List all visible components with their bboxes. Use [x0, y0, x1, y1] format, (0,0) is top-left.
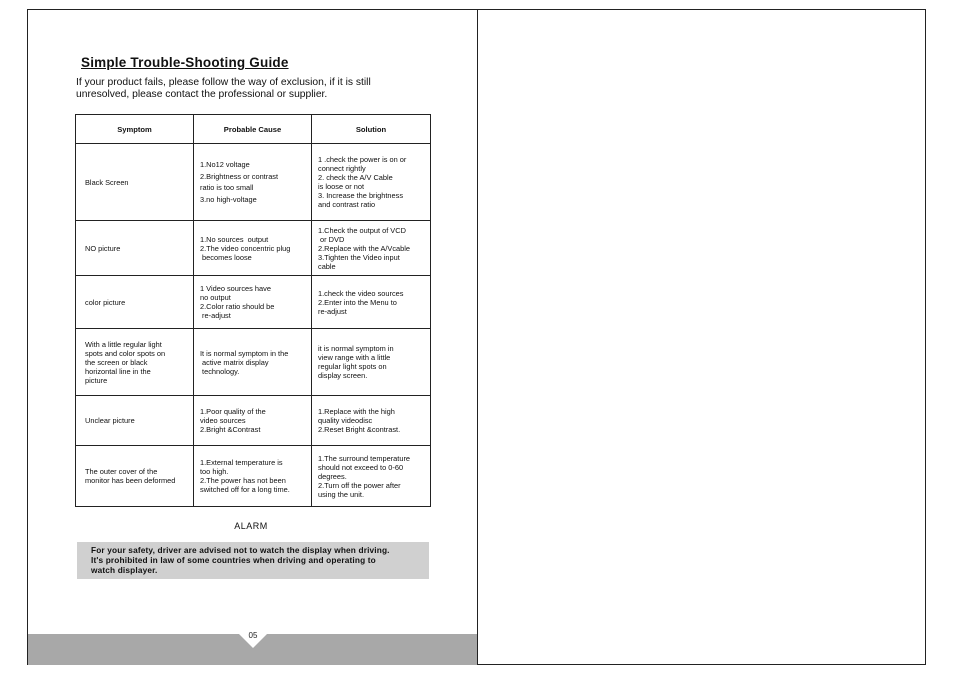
cell-line: NO picture [85, 243, 121, 253]
cell-line: It is normal symptom in the [200, 348, 289, 358]
cell-line: 2.The video concentric plug [200, 243, 291, 253]
table-row [76, 221, 431, 276]
cell-line: ratio is too small [200, 183, 254, 192]
cell-cause [194, 329, 312, 396]
page-title: Simple Trouble-Shooting Guide [81, 55, 289, 70]
alarm-line: watch displayer. [91, 565, 158, 575]
cell-solution [312, 144, 431, 221]
cell-symptom [76, 221, 194, 276]
cell-line: 1.No sources output [200, 234, 269, 244]
troubleshooting-table [75, 114, 431, 507]
cell-line: 2.The power has not been [200, 476, 286, 485]
table-row [76, 329, 431, 396]
cell-solution [312, 329, 431, 396]
table-header-row [76, 115, 431, 144]
cell-line: 2.Color ratio should be [200, 302, 275, 311]
cell-line: 3.no high-voltage [200, 194, 257, 204]
cell-line: degrees. [318, 471, 347, 481]
cell-line: 1.check the video sources [318, 288, 404, 298]
cell-line: Unclear picture [85, 416, 135, 425]
cell-line: switched off for a long time. [200, 485, 290, 494]
cell-line: re-adjust [200, 311, 231, 320]
cell-cause [194, 446, 312, 507]
cell-line: spots and color spots on [85, 348, 166, 358]
alarm-notice [77, 542, 429, 579]
cell-line: The outer cover of the [85, 467, 158, 476]
header-symptom: Symptom [76, 115, 194, 144]
cell-line: view range with a little [318, 353, 391, 362]
cell-line: 1.The surround temperature [318, 453, 411, 463]
page-number: 05 [248, 631, 258, 640]
cell-symptom [76, 144, 194, 221]
alarm-line: For your safety, driver are advised not to watch the display when driving. [91, 545, 390, 555]
cell-line: 2.Replace with the A/Vcable [318, 243, 411, 253]
cell-line: display screen. [318, 371, 368, 380]
cell-line: no output [200, 293, 231, 302]
table-row [76, 396, 431, 446]
cell-line: 1 .check the power is on or [318, 155, 407, 164]
cell-line: 2. check the A/V Cable [318, 173, 393, 182]
cell-symptom [76, 276, 194, 329]
intro-paragraph: If your product fails, please follow the way of exclusion, if it is still unresolved, please contact the professional or supplier. [76, 77, 371, 100]
table-row [76, 276, 431, 329]
cell-cause [194, 396, 312, 446]
cell-line: regular light spots on [318, 362, 387, 371]
cell-line: 2.Turn off the power after [318, 480, 401, 490]
cell-line: re-adjust [318, 306, 347, 316]
cell-line: quality videodisc [318, 416, 373, 425]
table-row [76, 144, 431, 221]
cell-line: too high. [200, 467, 229, 476]
cell-solution [312, 446, 431, 507]
cell-cause [194, 221, 312, 276]
page-divider [477, 9, 478, 665]
cell-line: should not exceed to 0-60 [318, 462, 404, 472]
cell-line: connect rightly [318, 164, 366, 173]
cell-line: 1.Check the output of VCD [318, 225, 406, 235]
header-solution: Solution [312, 115, 431, 144]
cell-line: 1.Poor quality of the [200, 407, 266, 416]
cell-symptom [76, 329, 194, 396]
cell-line: is loose or not [318, 182, 365, 191]
cell-symptom [76, 396, 194, 446]
cell-line: 2.Brightness or contrast [200, 171, 279, 181]
cell-line: becomes loose [200, 252, 252, 262]
cell-symptom [76, 446, 194, 507]
cell-cause [194, 144, 312, 221]
cell-line: monitor has been deformed [85, 476, 176, 485]
cell-cause [194, 276, 312, 329]
cell-line: the screen or black [85, 357, 148, 367]
cell-line: picture [85, 375, 108, 385]
cell-line: technology. [200, 366, 240, 376]
header-probable-cause: Probable Cause [194, 115, 312, 144]
cell-line: horizontal line in the [85, 366, 151, 376]
cell-line: 1.External temperature is [200, 458, 283, 467]
cell-line: 3. Increase the brightness [318, 191, 404, 200]
cell-line: With a little regular light [85, 339, 162, 349]
cell-line: video sources [200, 416, 246, 425]
cell-solution [312, 221, 431, 276]
cell-line: and contrast ratio [318, 200, 376, 209]
cell-solution [312, 396, 431, 446]
cell-line: or DVD [318, 234, 345, 244]
cell-line: 1.Replace with the high [318, 407, 395, 416]
cell-line: cable [318, 261, 336, 271]
cell-solution [312, 276, 431, 329]
alarm-line: It's prohibited in law of some countries when driving and operating to [91, 555, 376, 565]
cell-line: 2.Bright &Contrast [200, 425, 261, 434]
cell-line: it is normal symptom in [318, 344, 394, 353]
cell-line: 1.No12 voltage [200, 160, 250, 169]
cell-line: active matrix display [200, 357, 269, 367]
table-row [76, 446, 431, 507]
cell-line: using the unit. [318, 489, 365, 499]
cell-line: 2.Enter into the Menu to [318, 297, 397, 307]
cell-line: color picture [85, 297, 126, 307]
cell-line: Black Screen [85, 177, 129, 187]
cell-line: 2.Reset Bright &contrast. [318, 425, 401, 434]
alarm-title: ALARM [234, 521, 268, 531]
cell-line: 3.Tighten the Video input [318, 252, 400, 262]
cell-line: 1 Video sources have [200, 284, 271, 293]
